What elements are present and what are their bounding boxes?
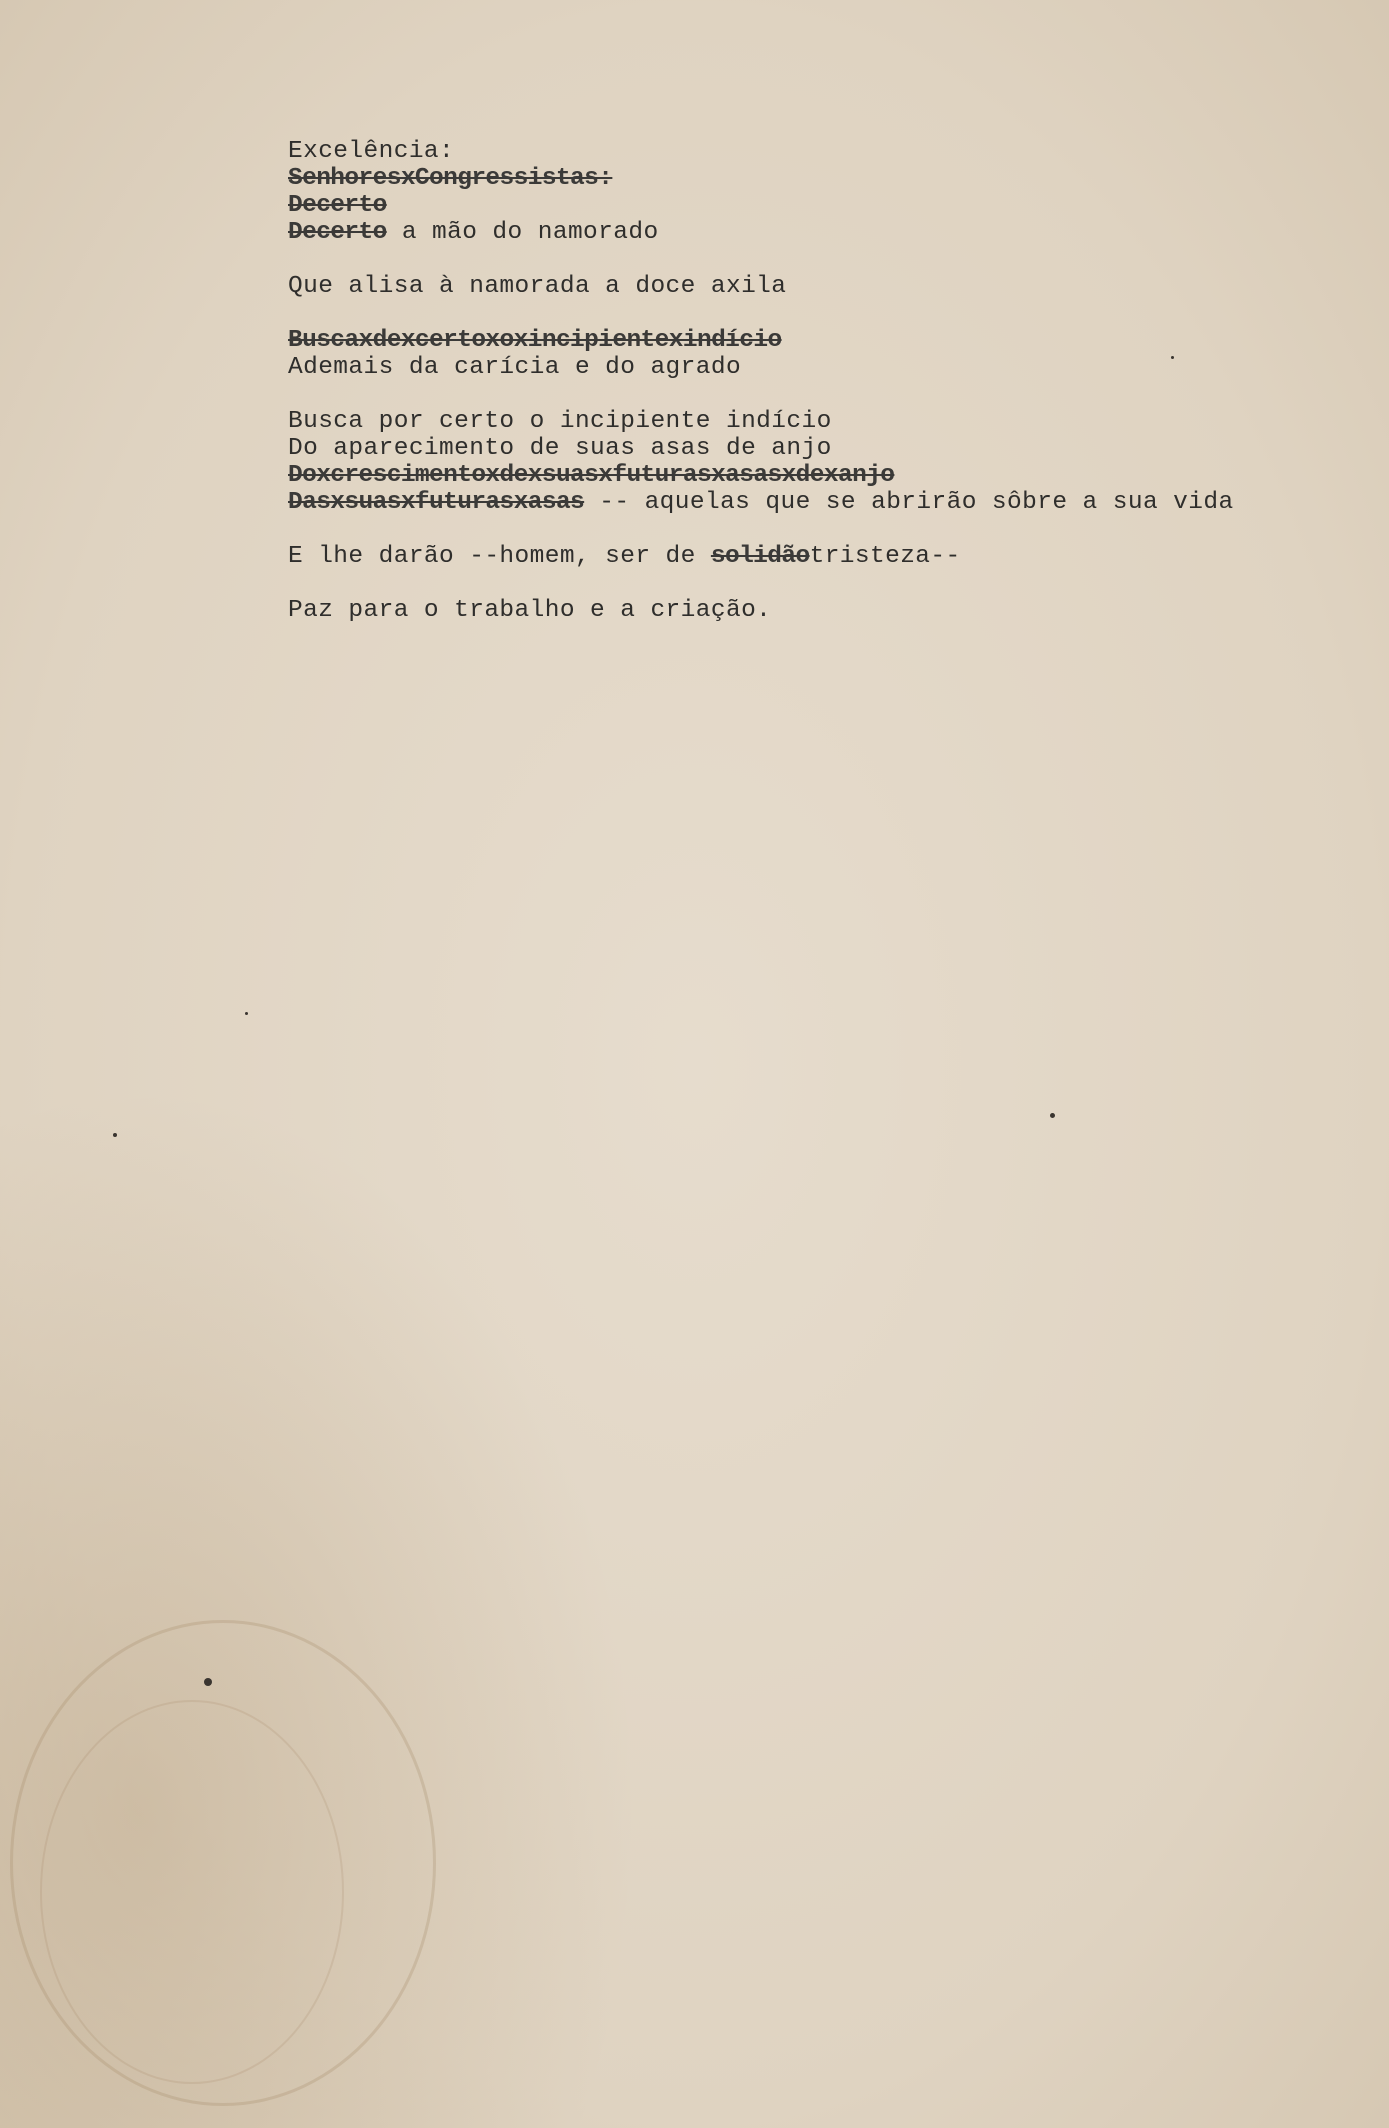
paper-speck	[204, 1678, 212, 1686]
poem-line-8: Paz para o trabalho e a criação.	[288, 597, 772, 624]
struck-word: Decerto	[288, 219, 387, 246]
salutation: Excelência:	[288, 138, 455, 165]
poem-line-3: Ademais da carícia e do agrado	[288, 354, 742, 381]
poem-line-4: Busca por certo o incipiente indício	[288, 408, 832, 435]
paper-speck	[245, 1012, 248, 1015]
struck-line: Decerto	[288, 192, 387, 219]
poem-line-2: Que alisa à namorada a doce axila	[288, 273, 787, 300]
struck-word: solidão	[710, 543, 810, 570]
poem-line-1	[288, 219, 1348, 246]
struck-salutation: SenhoresxCongressistas:	[288, 165, 613, 192]
line-text: E lhe darão --homem, ser de	[288, 543, 711, 570]
water-stain	[40, 1700, 344, 2084]
struck-line: Buscaxdexcertoxoxincipientexindício	[288, 327, 782, 354]
poem-line-5: Do aparecimento de suas asas de anjo	[288, 435, 832, 462]
paper-speck	[113, 1133, 117, 1137]
poem-line-7	[288, 543, 1348, 570]
line-text: tristeza--	[809, 543, 961, 570]
poem-line-6	[288, 489, 1348, 516]
struck-phrase: Dasxsuasxfuturasxasas	[288, 489, 585, 516]
water-stain	[10, 1620, 436, 2106]
paper-speck	[1050, 1113, 1055, 1118]
poem-text	[288, 138, 1348, 624]
line-text: -- aquelas que se abrirão sôbre a sua vida	[584, 489, 1234, 516]
line-text: a mão do namorado	[386, 219, 659, 246]
struck-line: Doxcrescimentoxdexsuasxfuturasxasasxdexanjo	[288, 462, 895, 489]
